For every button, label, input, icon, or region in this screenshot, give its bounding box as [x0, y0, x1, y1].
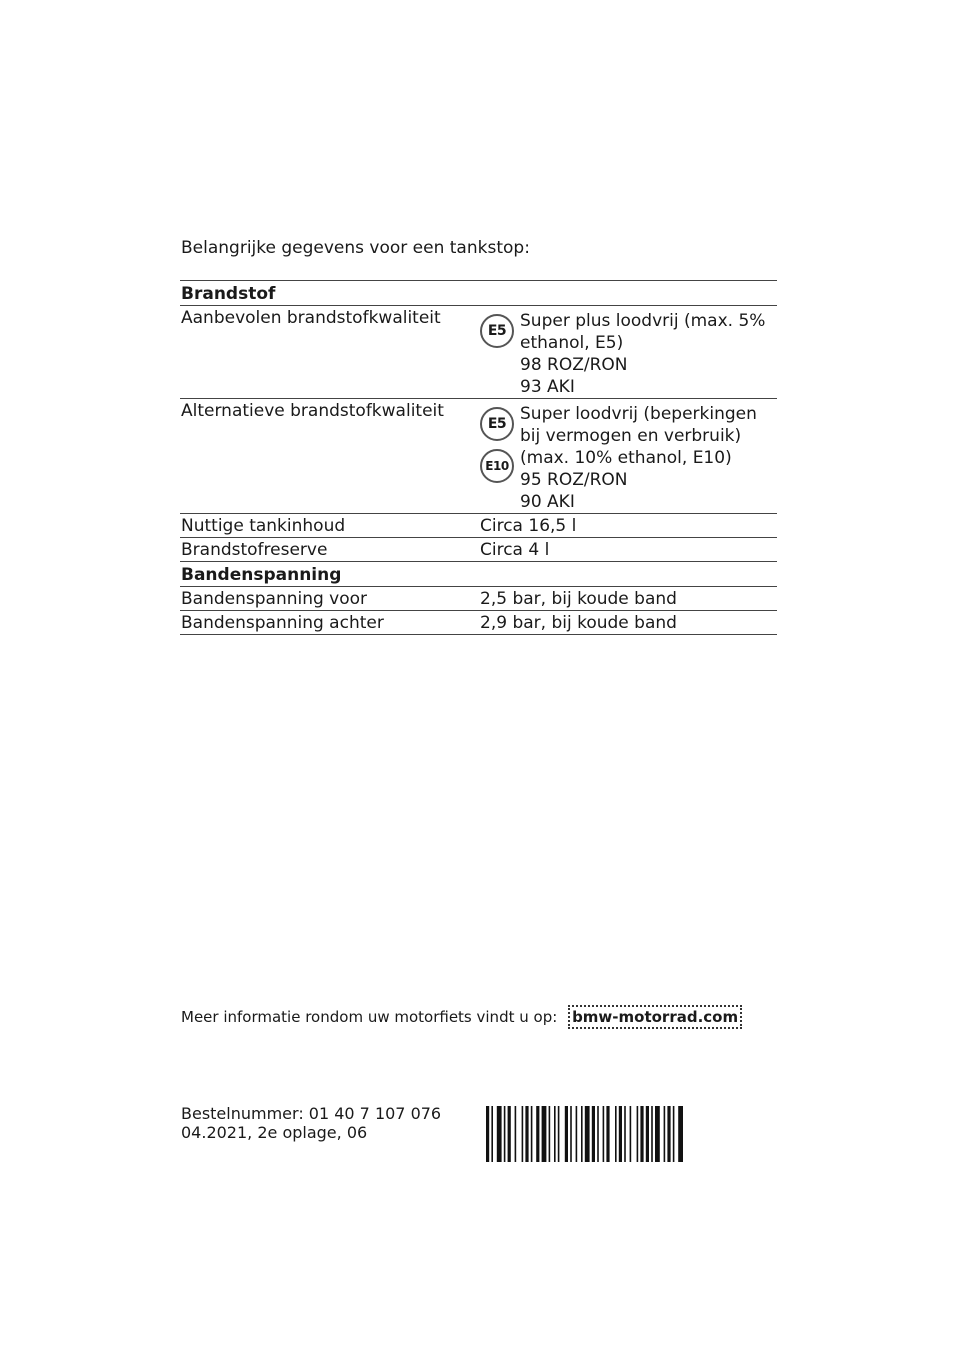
row-value: Circa 16,5 l [480, 516, 577, 536]
fuel-line: bij vermogen en verbruik) [520, 426, 742, 446]
section-header-fuel: Brandstof [180, 280, 777, 305]
row-label: Bandenspanning voor [181, 589, 368, 609]
e10-fuel-icon: E10 [480, 449, 514, 483]
row-label: Alternatieve brandstofkwaliteit [181, 401, 444, 421]
table-row-fuel-reserve [180, 537, 777, 561]
row-value: 2,5 bar, bij koude band [480, 589, 677, 609]
row-label: Bandenspanning achter [181, 613, 384, 633]
e5-fuel-icon: E5 [480, 407, 514, 441]
fuel-line: Super plus loodvrij (max. 5% [520, 311, 766, 331]
table-row-tank-capacity [180, 513, 777, 537]
more-info-text: Meer informatie rondom uw motorfiets vindt u op: [181, 1008, 558, 1026]
table-row-tire-front [180, 586, 777, 610]
row-label: Nuttige tankinhoud [181, 516, 346, 536]
fuel-line: Super loodvrij (beperkingen [520, 404, 757, 424]
website-link[interactable]: bmw-motorrad.com [568, 1005, 742, 1029]
row-value [480, 399, 777, 513]
intro-text: Belangrijke gegevens voor een tankstop: [181, 238, 530, 258]
fuel-data-table [180, 280, 777, 635]
barcode [486, 1106, 778, 1162]
fuel-line: (max. 10% ethanol, E10) [520, 448, 732, 468]
fuel-line: 95 ROZ/RON [520, 470, 628, 490]
more-info-line [181, 1008, 742, 1026]
row-value: Circa 4 l [480, 540, 550, 560]
row-label: Aanbevolen brandstofkwaliteit [181, 308, 441, 328]
row-value [480, 306, 777, 398]
edition-info: 04.2021, 2e oplage, 06 [181, 1123, 368, 1142]
row-label: Brandstofreserve [181, 540, 328, 560]
fuel-line: 90 AKI [520, 492, 575, 512]
order-info [181, 1104, 441, 1142]
fuel-line: ethanol, E5) [520, 333, 624, 353]
fuel-line: 93 AKI [520, 377, 575, 397]
table-row-alternative-fuel [180, 398, 777, 513]
table-row-recommended-fuel [180, 305, 777, 398]
order-number: Bestelnummer: 01 40 7 107 076 [181, 1104, 442, 1123]
row-value: 2,9 bar, bij koude band [480, 613, 677, 633]
fuel-line: 98 ROZ/RON [520, 355, 628, 375]
section-header-tires: Bandenspanning [180, 561, 777, 586]
table-row-tire-rear [180, 610, 777, 635]
e5-fuel-icon: E5 [480, 314, 514, 348]
